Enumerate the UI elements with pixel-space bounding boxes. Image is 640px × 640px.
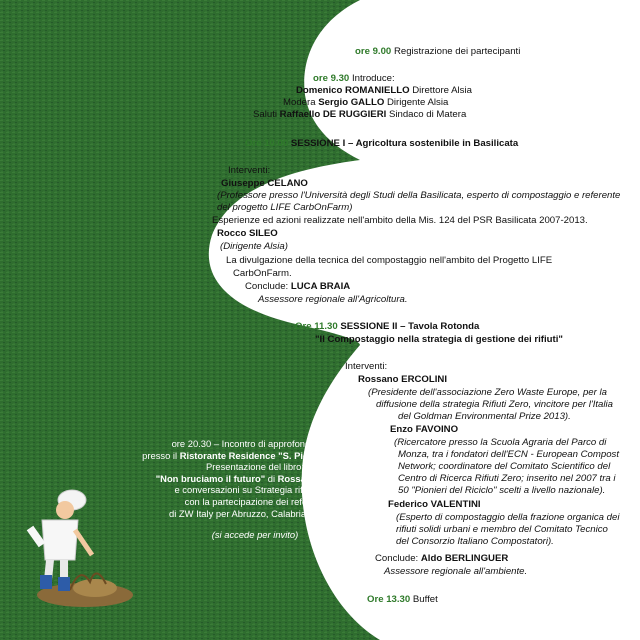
intro-time: ore 9.30 xyxy=(313,73,350,84)
moderator-role: Dirigente Alsia xyxy=(386,97,449,108)
evening-line2 xyxy=(140,450,370,462)
evening-event-block xyxy=(140,438,370,541)
evening-line4-mid: di xyxy=(265,472,278,484)
moderator-name: Sergio GALLO xyxy=(318,97,385,108)
session1-title: SESSIONE I – Agricoltura sostenibile in Basilicata xyxy=(290,138,519,149)
evening-note: (si accede per invito) xyxy=(211,529,299,541)
session2-speaker1-desc-2: diffusione della strategia Rifiuti Zero, vincitore per l'Italia xyxy=(376,399,613,410)
evening-author: Rossano Ercolini xyxy=(277,472,355,484)
registration-time: ore 9.00 xyxy=(355,46,392,57)
evening-line6: con la partecipazione dei referenti xyxy=(184,495,326,507)
greetings-label: Saluti xyxy=(253,109,277,120)
evening-line4 xyxy=(140,473,370,485)
buffet-time: Ore 13.30 xyxy=(367,594,411,605)
evening-line7: di ZW Italy per Abruzzo, Calabria e Sicilia xyxy=(169,507,341,519)
introducer-name: Domenico ROMANIELLO xyxy=(296,85,410,96)
session2-speaker2-desc-5: 50 "Pionieri del Riciclo" scelti a livello nazionale). xyxy=(398,485,606,496)
session2-concludes-role: Assessore regionale all'ambiente. xyxy=(384,566,528,577)
session1-time: Ore 10.00 xyxy=(245,138,289,149)
session1-speaker2-name: Rocco SILEO xyxy=(217,228,278,239)
session2-concludes-label: Conclude: xyxy=(375,553,419,564)
moderator-line xyxy=(283,97,448,109)
session2-speaker3-desc-1: (Esperto di compostaggio della frazione organica dei xyxy=(396,512,620,523)
session2-speaker3-desc-3: del Consorzio Italiano Compostatori). xyxy=(396,536,554,547)
moderator-label: Modera xyxy=(283,97,316,108)
session2-speaker2-desc-4: Centro di Ricerca Rifiuti Zero; inserito nel 2007 tra i xyxy=(398,473,616,484)
session1-speaker1-name: Giuseppe CELANO xyxy=(221,178,308,189)
session1-concludes-name: LUCA BRAIA xyxy=(290,281,351,292)
session2-heading xyxy=(295,321,479,333)
session2-speaker3-name: Federico VALENTINI xyxy=(388,499,481,510)
evening-line2-pre: presso il xyxy=(142,449,180,461)
registration-text: Registrazione dei partecipanti xyxy=(393,46,521,57)
greetings-role: Sindaco di Matera xyxy=(388,109,467,120)
session2-interventions-label: Interventi: xyxy=(345,361,388,372)
registration-line xyxy=(355,46,520,58)
session2-speaker2-desc-1: (Ricercatore presso la Scuola Agraria del Parco di xyxy=(394,437,607,448)
greetings-line xyxy=(253,109,466,121)
session2-speaker1-desc-3: del Goldman Environmental Prize 2013). xyxy=(398,411,571,422)
session2-concludes xyxy=(375,553,508,565)
intro-label: Introduce: xyxy=(351,73,395,84)
session2-time: Ore 11.30 xyxy=(295,321,338,332)
introducer-role: Direttore Alsia xyxy=(412,85,472,96)
session1-speaker2-talk-1: La divulgazione della tecnica del compostaggio nell'ambito del Progetto LIFE xyxy=(226,255,553,266)
introducer-line xyxy=(296,85,472,97)
greetings-name: Raffaello DE RUGGIERI xyxy=(279,109,387,120)
session1-concludes-label: Conclude: xyxy=(245,281,289,292)
session1-speaker2-desc: (Dirigente Alsia) xyxy=(220,241,288,252)
buffet-text: Buffet xyxy=(412,594,438,605)
evening-venue: Ristorante Residence "S. Pietro Barisano" xyxy=(179,449,368,461)
session2-speaker3-desc-2: rifiuti solidi urbani e membro del Comitato Tecnico xyxy=(396,524,608,535)
session2-subtitle: "Il Compostaggio nella strategia di gestione dei rifiuti" xyxy=(315,334,563,345)
session1-speaker1-desc-1: (Professore presso l'Università degli Studi della Basilicata, esperto di compostaggio e referente xyxy=(217,190,621,201)
evening-line1: ore 20.30 – Incontro di approfondimento xyxy=(171,438,339,449)
session2-concludes-name: Aldo BERLINGUER xyxy=(420,553,509,564)
session1-speaker2-talk-2: CarbOnFarm. xyxy=(233,268,292,279)
session2-speaker2-desc-2: Monza, tra i fondatori dell'ECN - European Compost xyxy=(398,449,619,460)
evening-book-title: "Non bruciamo il futuro" xyxy=(155,472,266,484)
buffet-line xyxy=(367,594,438,606)
session2-speaker1-desc-1: (Presidente dell'associazione Zero Waste Europe, per la xyxy=(368,387,607,398)
intro-line xyxy=(313,73,395,85)
evening-line3: Presentazione del libro: xyxy=(206,461,304,473)
evening-line5: e conversazioni su Strategia rifiuti zero xyxy=(174,484,336,496)
session1-heading xyxy=(245,138,518,150)
session2-speaker1-name: Rossano ERCOLINI xyxy=(358,374,448,385)
session2-speaker2-name: Enzo FAVOINO xyxy=(390,424,459,435)
session1-concludes-role: Assessore regionale all'Agricoltura. xyxy=(258,294,408,305)
session1-speaker1-desc-2: del progetto LIFE CarbOnFarm) xyxy=(217,202,353,213)
session1-speaker1-talk: Esperienze ed azioni realizzate nell'ambito della Mis. 124 del PSR Basilicata 2007-2013. xyxy=(212,215,588,226)
session2-speaker2-desc-3: Network; coordinatore del Comitato Scientifico del xyxy=(398,461,611,472)
session1-interventions-label: Interventi: xyxy=(228,165,271,176)
session1-concludes xyxy=(245,281,350,293)
session2-title: SESSIONE II – Tavola Rotonda xyxy=(340,321,480,332)
